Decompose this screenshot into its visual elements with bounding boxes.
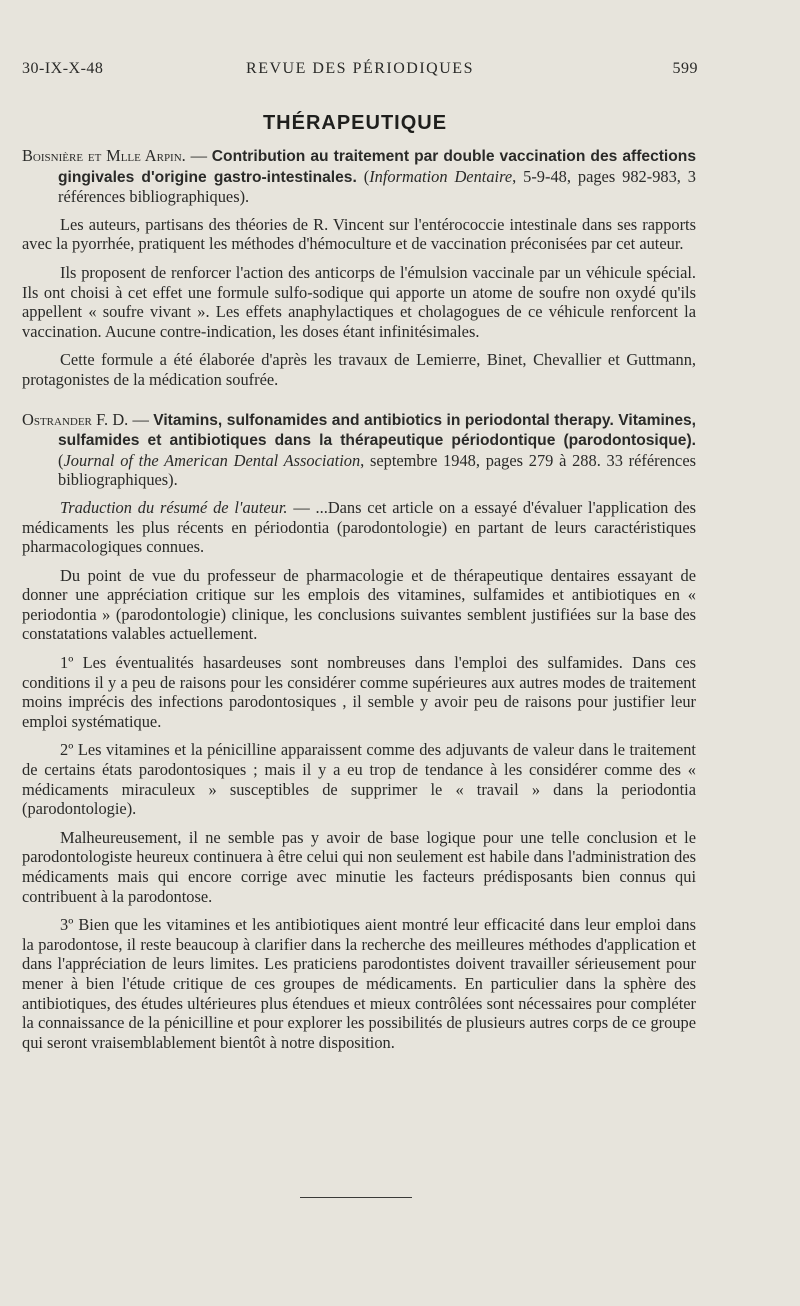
entry-authors: Ostrander F. D.	[22, 409, 129, 429]
paragraph: Cette formule a été élaborée d'après les travaux de Lemierre, Binet, Chevallier et Guttmann, protagonistes de la médication soufrée.	[22, 350, 696, 389]
paragraph: Du point de vue du professeur de pharmacologie et de thérapeutique dentaires essayant de donner une appréciation critique sur les emplois des vitamines, sulfamides et antibiotiques en « periodontia » (parodontologie) clinique, les conclusions suivantes semblent justifiées sur la base des constatations valables actuellement.	[22, 565, 696, 644]
entry-dash: —	[185, 146, 212, 165]
paragraph	[22, 498, 696, 557]
running-head	[22, 60, 698, 82]
entry-heading	[22, 410, 696, 490]
translation-lead: Traduction du résumé de l'auteur.	[60, 497, 288, 517]
entry-heading	[22, 146, 696, 207]
source-details: , 5-9-48, pages 982-983, 3 références bibliographiques).	[58, 166, 697, 207]
paragraph: 3º Bien que les vitamines et les antibiotiques aient montré leur efficacité dans leur emploi dans la parodontose, il reste beaucoup à clarifier dans la recherche des meilleures méthodes d'application et dans l'appréciation de leurs limites. Les praticiens parodontistes doivent travailler sérieusement pour mener à bien l'étude critique de ces groupes de médicaments. En particulier dans la sphère des antibiotiques, des études ultérieures plus étendues et mieux contrôlées sont nécessaires pour compléter la connaissance de la pénicilline et pour explorer les possibilités de plusieurs autres corps de ce groupe qui seront vraisemblablement bientôt à notre disposition.	[22, 915, 696, 1052]
source-open: (	[58, 450, 64, 470]
page-number: 599	[672, 60, 698, 77]
paragraph: Ils proposent de renforcer l'action des anticorps de l'émulsion vaccinale par un véhicule spécial. Ils ont choisi à cet effet une formule sulfo-sodique qui apporte un atome de soufre non oxydé qu'ils appellent « soufre vivant ». Les effets anaphylactiques et cholagogues de ce véhicule renforcent la vaccination. Aucune contre-indication, les doses étant infinitésimales.	[22, 262, 696, 341]
journal-name: Information Dentaire	[369, 166, 513, 186]
entry-title: Vitamins, sulfonamides and antibiotics in periodontal therapy. Vitamines, sulfamides et antibiotiques dans la thérapeutique périodontique (parodontosique).	[58, 411, 696, 450]
paragraph-text: — ...Dans cet article on a essayé d'évaluer l'application des médicaments les plus récents en périodontia (parodontologie) en partant de leurs caractéristiques pharmacologiques connues.	[22, 497, 697, 557]
entry-dash: —	[128, 409, 154, 429]
end-rule	[300, 1197, 412, 1198]
source-details: , septembre 1948, pages 279 à 288. 33 références bibliographiques).	[58, 450, 696, 490]
entry-authors: Boisnière et Mlle Arpin.	[22, 146, 186, 165]
running-title: REVUE DES PÉRIODIQUES	[246, 60, 474, 77]
paragraph: 2º Les vitamines et la pénicilline apparaissent comme des adjuvants de valeur dans le traitement de certains états parodontosiques ; mais il y a eu trop de tendance à les considérer comme des « médicaments miraculeux » susceptibles de supprimer le « travail » dans la periodontia (parodontologie).	[22, 740, 696, 819]
paragraph: 1º Les éventualités hasardeuses sont nombreuses dans l'emploi des sulfamides. Dans ces conditions il y a peu de raisons pour les considérer comme supérieures aux autres modes de traitement moins imprécis des infections parodontosiques , il semble y avoir peu de raisons pour justifier leur emploi systématique.	[22, 653, 696, 731]
paragraph: Malheureusement, il ne semble pas y avoir de base logique pour une telle conclusion et le parodontologiste heureux continuera à être celui qui non seulement est habile dans l'administration des médicaments mais qui encore corrige avec minutie les facteurs prédisposants bien connus qui contribuent à la parodontose.	[22, 827, 696, 906]
journal-name: Journal of the American Dental Association	[63, 450, 361, 470]
issue-date: 30-IX-X-48	[22, 60, 104, 77]
source-open: (	[356, 166, 370, 186]
paragraph: Les auteurs, partisans des théories de R. Vincent sur l'entérococcie intestinale dans ses rapports avec la pyorrhée, pratiquent les méthodes d'hémoculture et de vaccination préconisées par cet auteur.	[22, 214, 696, 254]
section-title: THÉRAPEUTIQUE	[262, 112, 448, 134]
entry-title: Contribution au traitement par double vaccination des affections gingivales d'origine gastro-intestinales.	[58, 148, 696, 186]
article-body	[22, 146, 696, 1052]
